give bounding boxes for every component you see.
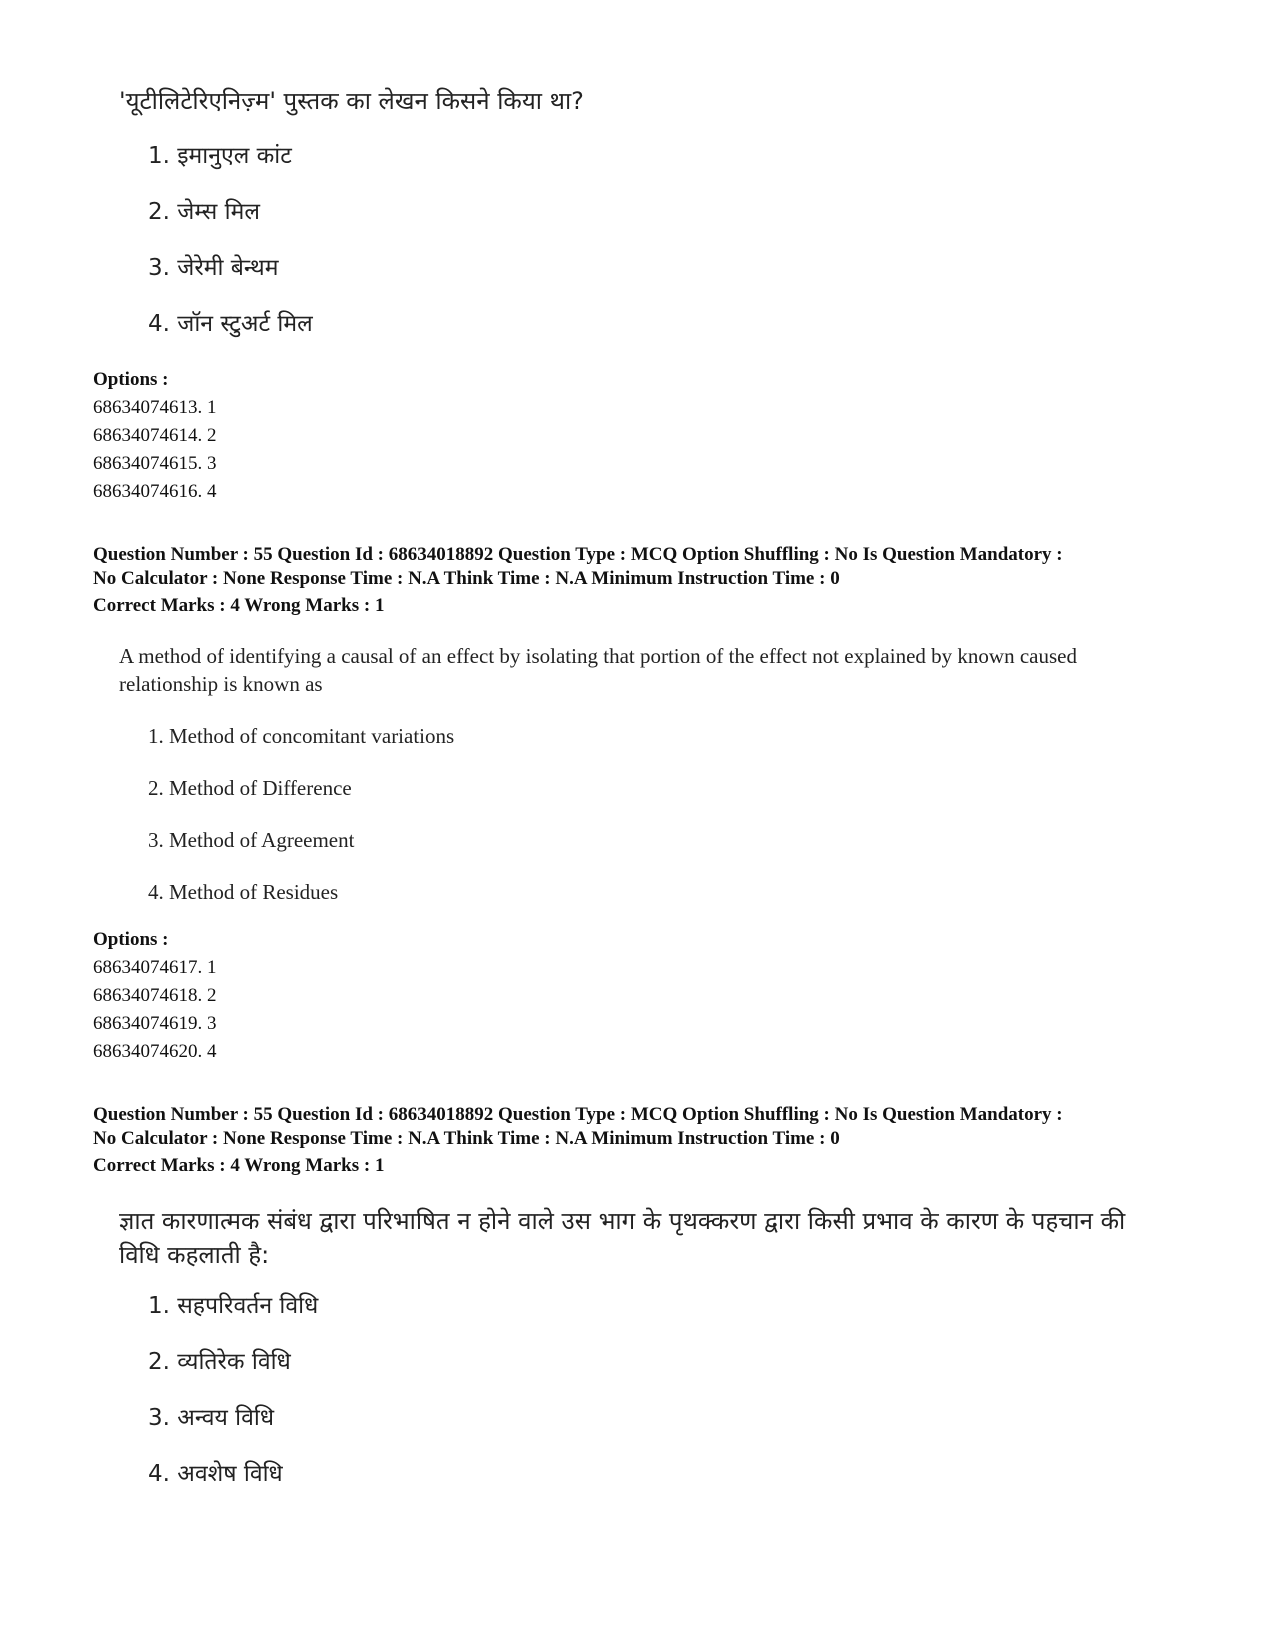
- question-text: 'यूटीलिटेरिएनिज़्म' पुस्तक का लेखन किसने किया था?: [119, 87, 584, 115]
- question-meta-line-1: Question Number : 55 Question Id : 68634018892 Question Type : MCQ Option Shuffling : No Is Question Mandatory :: [93, 544, 1063, 565]
- option-id-3: 68634074615. 3: [93, 453, 217, 474]
- question-meta-line-2: No Calculator : None Response Time : N.A Think Time : N.A Minimum Instruction Time : 0: [93, 1128, 840, 1149]
- answer-option-3: 3. जेरेमी बेन्थम: [148, 255, 279, 281]
- answer-option-1: 1. सहपरिवर्तन विधि: [148, 1293, 319, 1319]
- answer-option-3: 3. अन्वय विधि: [148, 1405, 274, 1431]
- option-id-3: 68634074619. 3: [93, 1013, 217, 1034]
- option-id-1: 68634074617. 1: [93, 957, 217, 978]
- answer-option-2: 2. जेम्स मिल: [148, 199, 260, 225]
- answer-option-4: 4. अवशेष विधि: [148, 1461, 283, 1487]
- question-marks: Correct Marks : 4 Wrong Marks : 1: [93, 595, 385, 616]
- options-label: Options :: [93, 369, 169, 390]
- option-id-2: 68634074618. 2: [93, 985, 217, 1006]
- answer-option-4: 4. जॉन स्टुअर्ट मिल: [148, 311, 313, 337]
- option-id-4: 68634074620. 4: [93, 1041, 217, 1062]
- question-marks: Correct Marks : 4 Wrong Marks : 1: [93, 1155, 385, 1176]
- answer-option-2: 2. Method of Difference: [148, 776, 352, 800]
- answer-option-1: 1. Method of concomitant variations: [148, 724, 455, 748]
- question-text: ज्ञात कारणात्मक संबंध द्वारा परिभाषित न होने वाले उस भाग के पृथक्करण द्वारा किसी प्रभाव के कारण के पहचान की विधि कहलाती है:: [119, 1207, 1126, 1269]
- question-meta-line-1: Question Number : 55 Question Id : 68634018892 Question Type : MCQ Option Shuffling : No Is Question Mandatory :: [93, 1104, 1063, 1125]
- option-id-2: 68634074614. 2: [93, 425, 217, 446]
- answer-option-3: 3. Method of Agreement: [148, 828, 355, 852]
- option-id-4: 68634074616. 4: [93, 481, 217, 502]
- options-label: Options :: [93, 929, 169, 950]
- option-id-1: 68634074613. 1: [93, 397, 217, 418]
- answer-option-2: 2. व्यतिरेक विधि: [148, 1349, 291, 1375]
- answer-option-1: 1. इमानुएल कांट: [148, 143, 292, 169]
- question-meta-line-2: No Calculator : None Response Time : N.A Think Time : N.A Minimum Instruction Time : 0: [93, 568, 840, 589]
- question-text: A method of identifying a causal of an effect by isolating that portion of the effect not explained by known caused relationship is known as: [119, 644, 1077, 696]
- answer-option-4: 4. Method of Residues: [148, 880, 339, 904]
